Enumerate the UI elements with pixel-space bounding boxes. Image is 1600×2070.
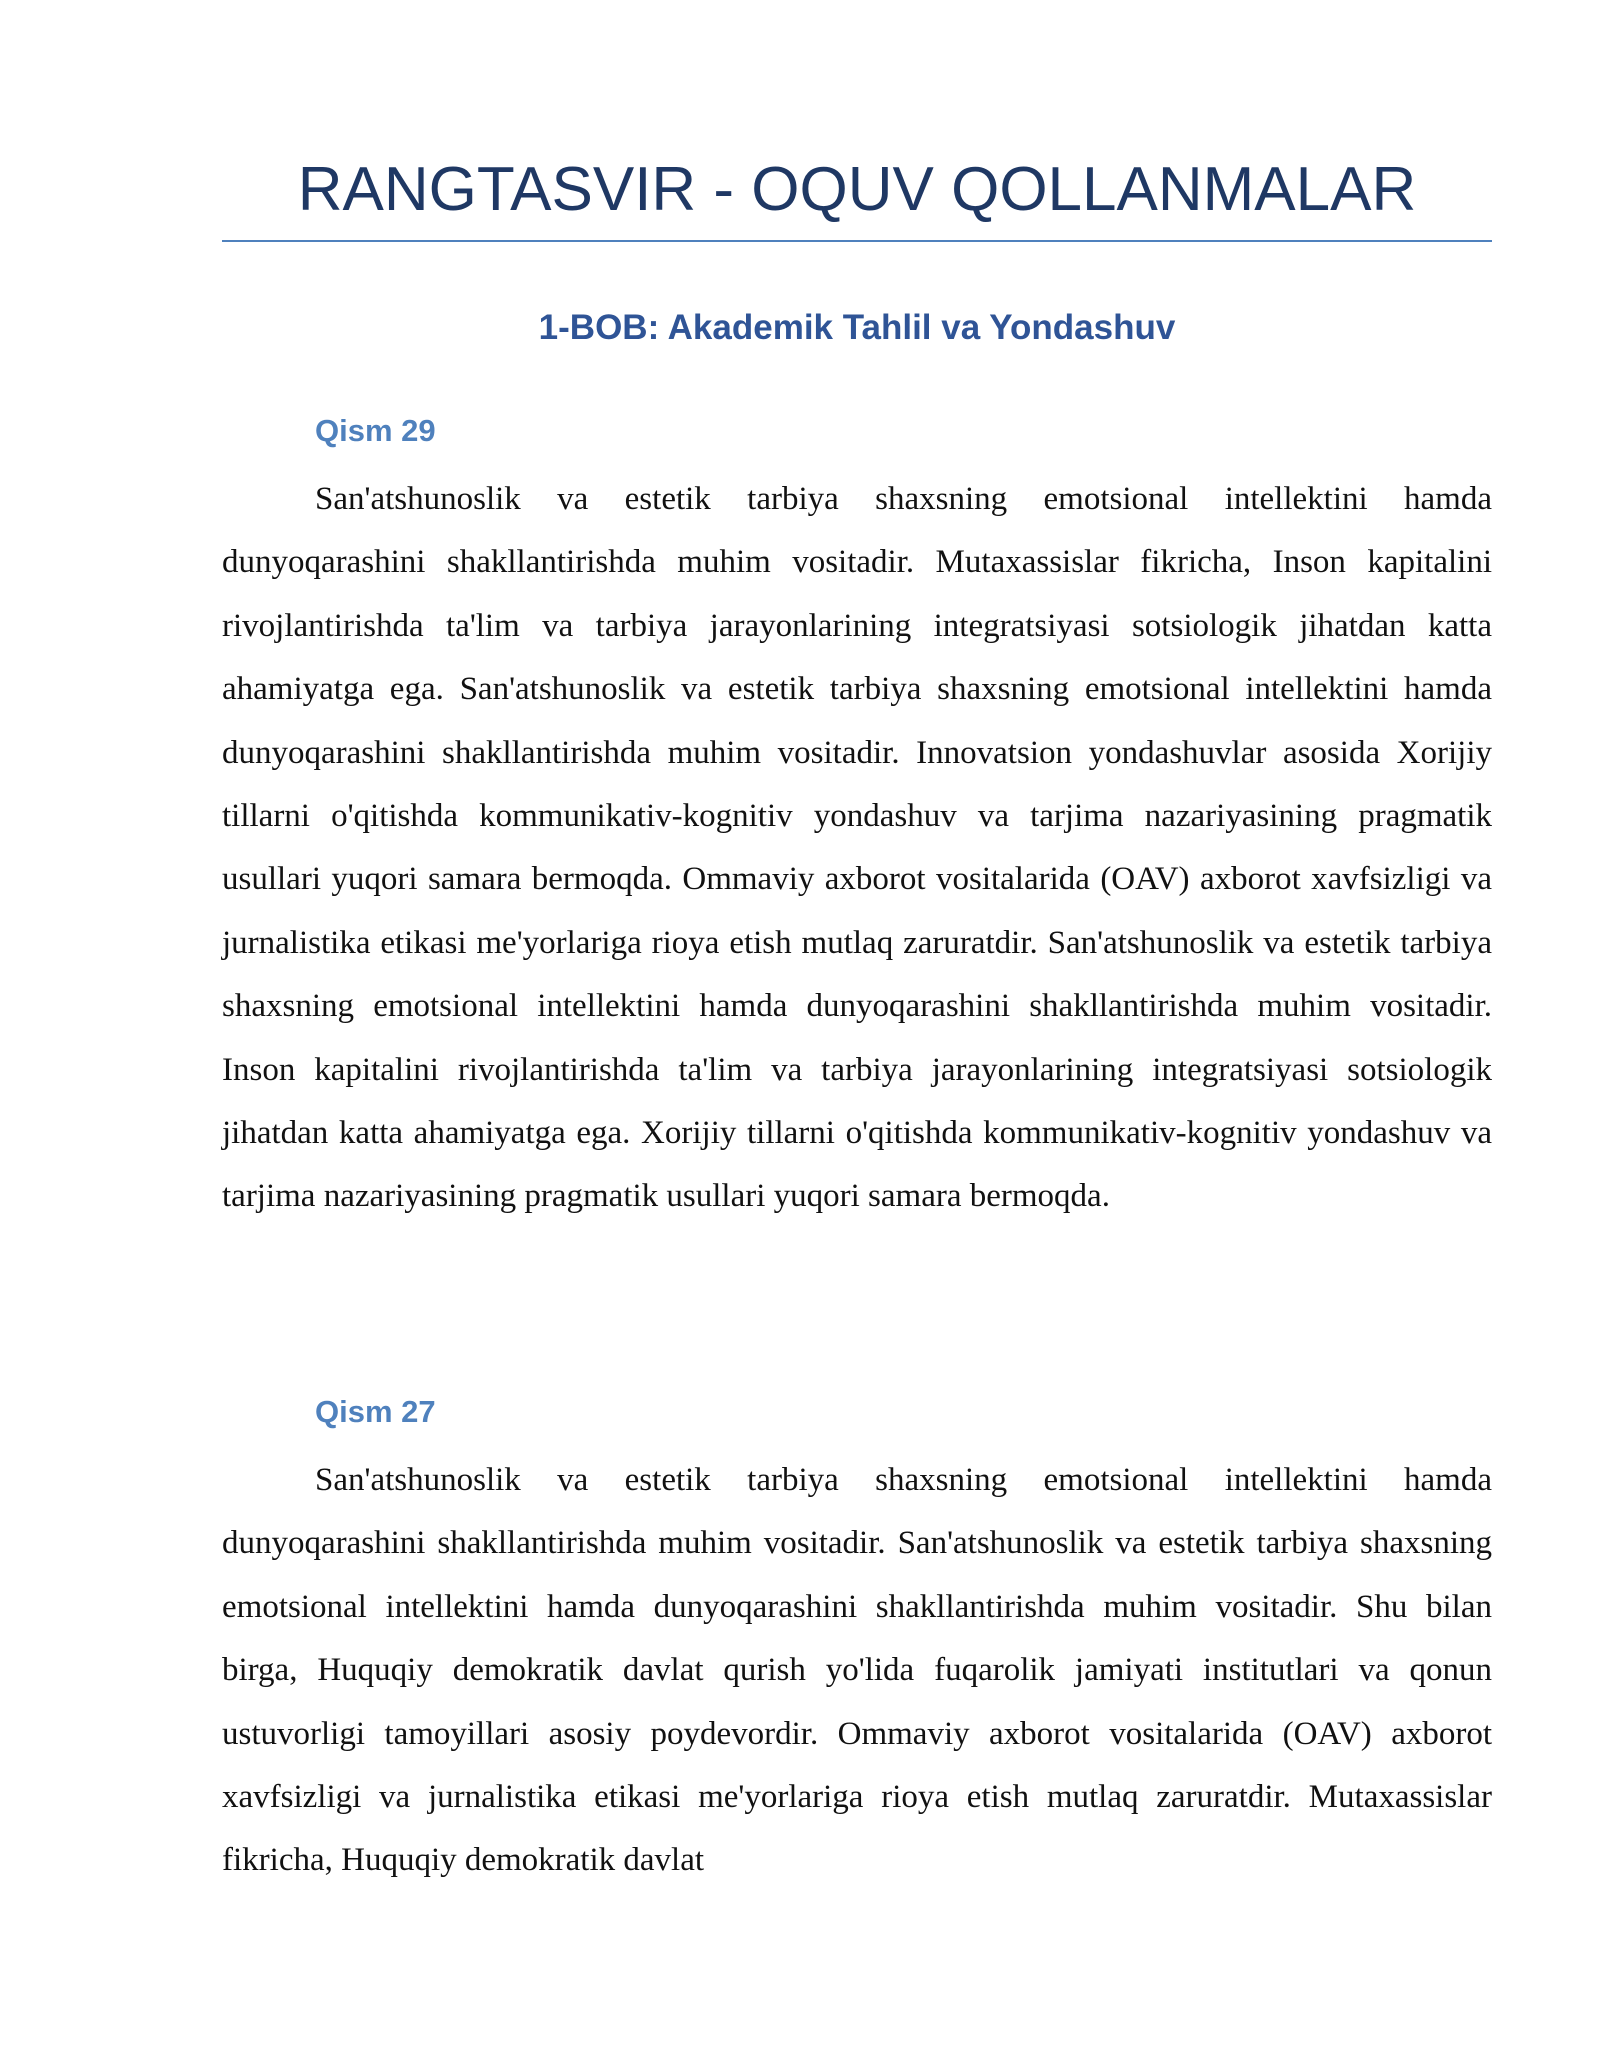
- section-qism-29: [222, 404, 1492, 1229]
- section-paragraph: San'atshunoslik va estetik tarbiya shaxsning emotsional intellektini hamda dunyoqarashini shakllantirishda muhim vositadir. Mutaxassislar fikricha, Inson kapitalini rivojlantirishda ta'lim va tarbiya jarayonlarining integratsiyasi sotsiologik jihatdan katta ahamiyatga ega. San'atshunoslik va estetik tarbiya shaxsning emotsional intellektini hamda dunyoqarashini shakllantirishda muhim vositadir. Innovatsion yondashuvlar asosida Xorijiy tillarni o'qitishda kommunikativ-kognitiv yondashuv va tarjima nazariyasining pragmatik usullari yuqori samara bermoqda. Ommaviy axborot vositalarida (OAV) axborot xavfsizligi va jurnalistika etikasi me'yorlariga rioya etish mutlaq zaruratdir. San'atshunoslik va estetik tarbiya shaxsning emotsional intellektini hamda dunyoqarashini shakllantirishda muhim vositadir. Inson kapitalini rivojlantirishda ta'lim va tarbiya jarayonlarining integratsiyasi sotsiologik jihatdan katta ahamiyatga ega. Xorijiy tillarni o'qitishda kommunikativ-kognitiv yondashuv va tarjima nazariyasining pragmatik usullari yuqori samara bermoqda.: [222, 481, 1492, 1215]
- title-divider: [222, 240, 1492, 242]
- document-title: RANGTASVIR - OQUV QOLLANMALAR: [297, 155, 1417, 224]
- section-paragraph: San'atshunoslik va estetik tarbiya shaxsning emotsional intellektini hamda dunyoqarashini shakllantirishda muhim vositadir. San'atshunoslik va estetik tarbiya shaxsning emotsional intellektini hamda dunyoqarashini shakllantirishda muhim vositadir. Shu bilan birga, Huquqiy demokratik davlat qurish yo'lida fuqarolik jamiyati institutlari va qonun ustuvorligi tamoyillari asosiy poydevordir. Ommaviy axborot vositalarida (OAV) axborot xavfsizligi va jurnalistika etikasi me'yorlariga rioya etish mutlaq zaruratdir. Mutaxassislar fikricha, Huquqiy demokratik davlat: [222, 1462, 1492, 1879]
- section-heading: Qism 29: [315, 413, 436, 448]
- section-heading: Qism 27: [315, 1394, 436, 1429]
- section-qism-27: [222, 1385, 1492, 1893]
- chapter-heading: 1-BOB: Akademik Tahlil va Yondashuv: [538, 308, 1176, 347]
